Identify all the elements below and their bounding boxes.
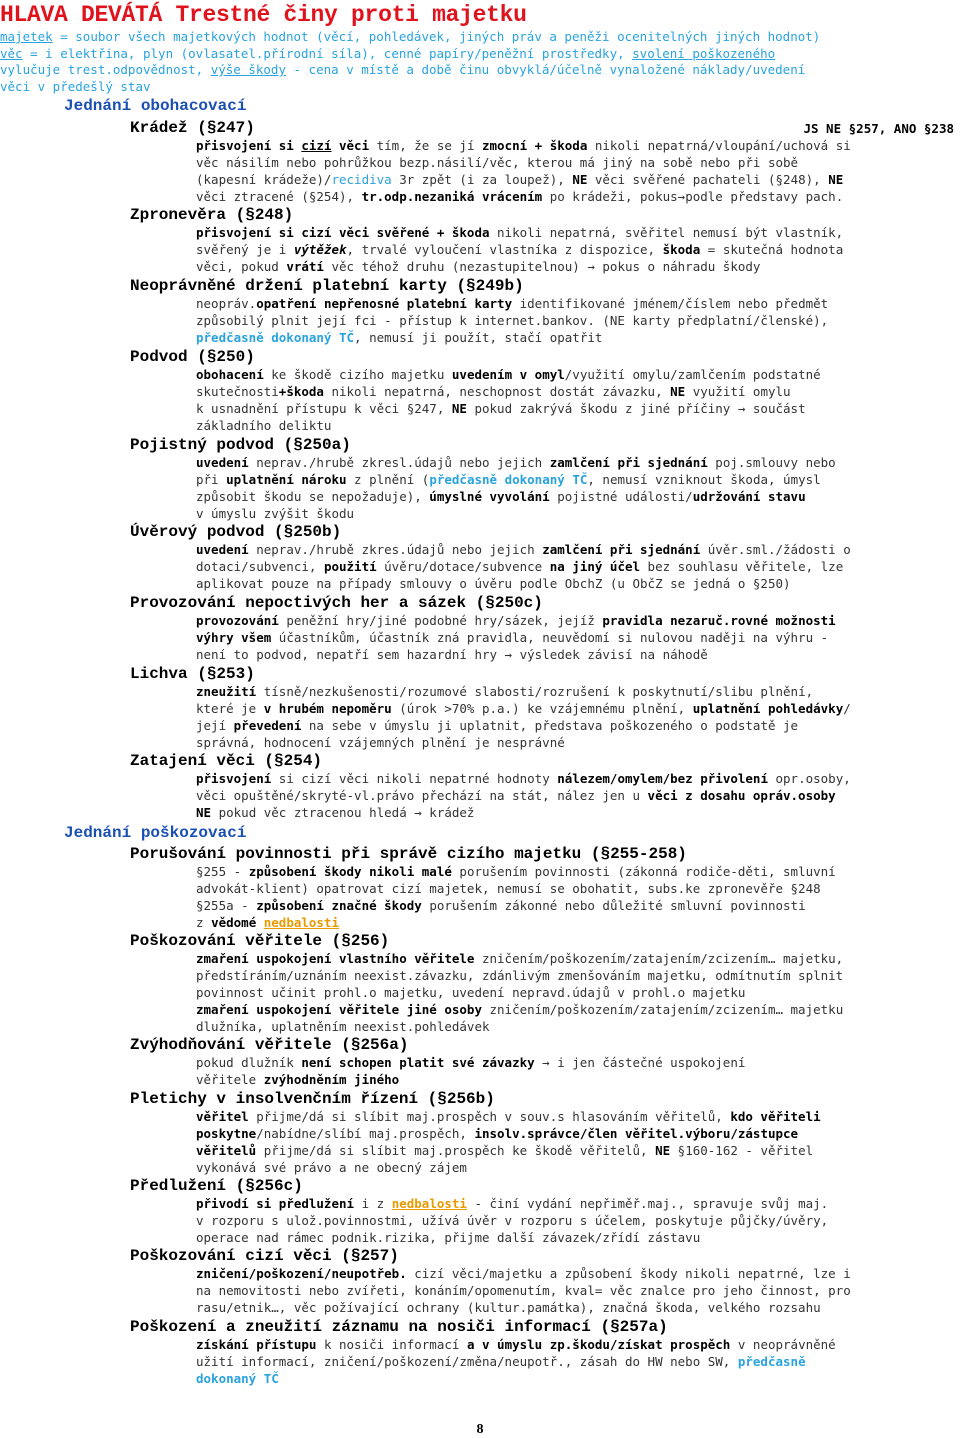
text-uverovy-podvod: uvedení neprav./hrubě zkres.údajů nebo jejich zamlčení při sjednání úvěr.sml./žádosti o dotaci/subvenci, použití úvěru/dotace/subvence na jiný účel bez souhlasu věřitele, lze aplikovat pouze na případy smlouvy o úvěru podle ObchZ (u ObčZ se jedná o §250) xyxy=(196,542,851,591)
heading-kradez: Krádež (§247) xyxy=(130,119,255,137)
page-number: 8 xyxy=(476,1422,484,1437)
text-pojistny-podvod: uvedení neprav./hrubě zkresl.údajů nebo jejich zamlčení při sjednání poj.smlouvy nebo při uplatnění nároku z plnění (předčasně dokonaný TČ, nemusí vzniknout škoda, úmysl způsobit škodu se nepožaduje), úmyslné vyvolání pojistné události/udržování stavu v úmyslu zvýšit škodu xyxy=(196,455,836,521)
heading-poskozovani-cizi-veci: Poškozování cizí věci (§257) xyxy=(130,1247,399,1265)
heading-pletichy: Pletichy v insolvenčním řízení (§256b) xyxy=(130,1090,495,1108)
text-poskozovani-cizi-veci: zničení/poškození/neupotřeb. cizí věci/majetku a způsobení škody nikoli nepatrné, lze i na nemovitosti nebo zvířeti, konáním/opomenutím, kval= věc znalce pro jeho činnost, pro rasu/etnik…, věc požívající ochrany (kultur.památka), značná škoda, velkého rozsahu xyxy=(196,1266,851,1315)
heading-platebni-karta: Neoprávněné držení platební karty (§249b) xyxy=(130,277,524,295)
text-zatajeni-veci: přisvojení si cizí věci nikoli nepatrné hodnoty nálezem/omylem/bez přivolení opr.osoby, věci opuštěné/skryté-vl.právo přechází na stát, nález jen u věci z dosahu opráv.osoby NE pokud věc ztracenou hledá → krádež xyxy=(196,771,851,820)
heading-poskozovani-veritele: Poškozování věřitele (§256) xyxy=(130,932,390,950)
text-zaznam-nosic: získání přístupu k nosiči informací a v úmyslu zp.škodu/získat prospěch v neoprávněné užití informací, zničení/poškození/změna/neupotř., zásah do HW nebo SW, předčasně dokonaný TČ xyxy=(196,1337,836,1386)
heading-lichva: Lichva (§253) xyxy=(130,665,255,683)
heading-zpronevera: Zpronevěra (§248) xyxy=(130,206,294,224)
kradez-note: JS NE §257, ANO §238 xyxy=(803,121,954,136)
heading-predluzeni: Předlužení (§256c) xyxy=(130,1177,303,1195)
heading-zvyhodnovani-veritele: Zvýhodňování věřitele (§256a) xyxy=(130,1036,409,1054)
heading-uverovy-podvod: Úvěrový podvod (§250b) xyxy=(130,523,342,541)
intro-paragraph: majetek = soubor všech majetkových hodnot (věcí, pohledávek, jiných práv a peněži ocenitelných jiných hodnot) věc = i elektřina, plyn (ovlasatel.přírodní síla), cenné papíry/peněžní prostředky, svolení poškozeného vylučuje trest.odpovědnost, výše škody - cena v místě a době činu obvyklá/účelně vynaložené náklady/uvedení věci v předešlý stav xyxy=(0,29,821,94)
term-majetek: majetek xyxy=(0,29,53,44)
heading-podvod: Podvod (§250) xyxy=(130,348,255,366)
heading-sprava-ciziho-majetku: Porušování povinnosti při správě cizího majetku (§255-258) xyxy=(130,845,687,863)
text-lichva: zneužití tísně/nezkušenosti/rozumové slabosti/rozrušení k poskytnutí/slibu plnění, které je v hrubém nepoměru (úrok >70% p.a.) ke vzájemnému plnění, uplatnění pohledávky/ její převedení na sebe v úmyslu ji uplatnit, představa poškozeného o podstatě je správná, hodnocení vzájemných plnění je nesprávné xyxy=(196,684,851,750)
text-predluzeni: přivodí si předlužení i z nedbalosti - činí vydání nepřiměř.maj., spravuje svůj maj. v rozporu s ulož.povinnostmi, užívá úvěr v rozporu s účelem, poskytuje půjčky/úvěry, operace nad rámec podnik.rizika, přijme další závazek/zřídí zástavu xyxy=(196,1196,829,1245)
text-platebni-karta: neopráv.opatření nepřenosné platební karty identifikované jménem/číslem nebo předmět způsobilý plnit její fci - přístup k internet.bankov. (NE karty předplatní/členské), předčasně dokonaný TČ, nemusí ji použít, stačí opatřit xyxy=(196,296,829,345)
text-nepoctive-hry: provozování peněžní hry/jiné podobné hry/sázek, jejíž pravidla nezaruč.rovné možnosti výhry všem účastníkům, účastník zná pravidla, neuvědomí si nulovou naději na výhru - není to podvod, nepatří sem hazardní hry → výsledek závisí na náhodě xyxy=(196,613,836,662)
heading-zaznam-nosic: Poškození a zneužití záznamu na nosiči informací (§257a) xyxy=(130,1318,668,1336)
heading-pojistny-podvod: Pojistný podvod (§250a) xyxy=(130,436,351,454)
text-podvod: obohacení ke škodě cizího majetku uvedením v omyl/využití omylu/zamlčením podstatné skutečnosti+škoda nikoli nepatrná, neschopnost dostát závazku, NE využití omylu k usnadnění přístupu k věci §247, NE pokud zakrývá škodu z jiné příčiny → součást základního deliktu xyxy=(196,367,821,433)
text-poskozovani-veritele: zmaření uspokojení vlastního věřitele zničením/poškozením/zatajením/zcizením… majetku, předstíráním/uznáním neexist.závazku, zdánlivým zmenšováním majetku, odmítnutím splnit povinnost učinit prohl.o majetku, uvedení nepravd.údajů v prohl.o majetku zmaření uspokojení věřitele jiné osoby zničením/poškozením/zatajením/zcizením… majetku dlužníka, uplatněním neexist.pohledávek xyxy=(196,951,844,1034)
chapter-title: HLAVA DEVÁTÁ Trestné činy proti majetku xyxy=(0,2,527,28)
heading-nepoctive-hry: Provozování nepoctivých her a sázek (§250c) xyxy=(130,594,543,612)
section-heading-poskozovaci: Jednání poškozovací xyxy=(64,824,247,842)
section-heading-obohacovaci: Jednání obohacovací xyxy=(64,97,247,115)
text-zvyhodnovani-veritele: pokud dlužník není schopen platit své závazky → i jen částečné uspokojení věřitele zvýhodněním jiného xyxy=(196,1055,746,1087)
heading-zatajeni-veci: Zatajení věci (§254) xyxy=(130,752,323,770)
text-sprava-ciziho-majetku: §255 - způsobení škody nikoli malé porušením povinnosti (zákonná rodiče-děti, smluvní advokát-klient) opatrovat cizí majetek, nemusí se obohatit, subs.ke zpronevěře §248 §255a - způsobení značné škody porušením zákonné nebo důležité smluvní povinnosti z vědomé nedbalosti xyxy=(196,864,836,930)
term-vec: věc xyxy=(0,45,23,61)
text-kradez: přisvojení si cizí věci tím, že se jí zmocní + škoda nikoli nepatrná/vloupání/uchová si věc násilím nebo pohrůžkou bezp.násilí/věc, kterou má jiný na sobě nebo při sobě (kapesní krádeže)/recidiva 3r zpět (i za loupež), NE věci svěřené pachateli (§248), NE věci ztracené (§254), tr.odp.nezaniká vrácením po krádeži, pokus→podle představy pach. xyxy=(196,138,851,204)
text-pletichy: věřitel přijme/dá si slíbit maj.prospěch v souv.s hlasováním věřitelů, kdo věřiteli poskytne/nabídne/slíbí maj.prospěch, insolv.správce/člen věřitel.výboru/zástupce věřitelů přijme/dá si slíbit maj.prospěch ke škodě věřitelů, NE §160-162 - věřitel vykonává své právo a ne obecný zájem xyxy=(196,1109,821,1175)
text-zpronevera: přisvojení si cizí věci svěřené + škoda nikoli nepatrná, svěřitel nemusí být vlastník, svěřený je i výtěžek, trvalé vyloučení vlastníka z dispozice, škoda = skutečná hodnota věci, pokud vrátí věc téhož druhu (nezastupitelnou) → pokus o náhradu škody xyxy=(196,225,844,274)
